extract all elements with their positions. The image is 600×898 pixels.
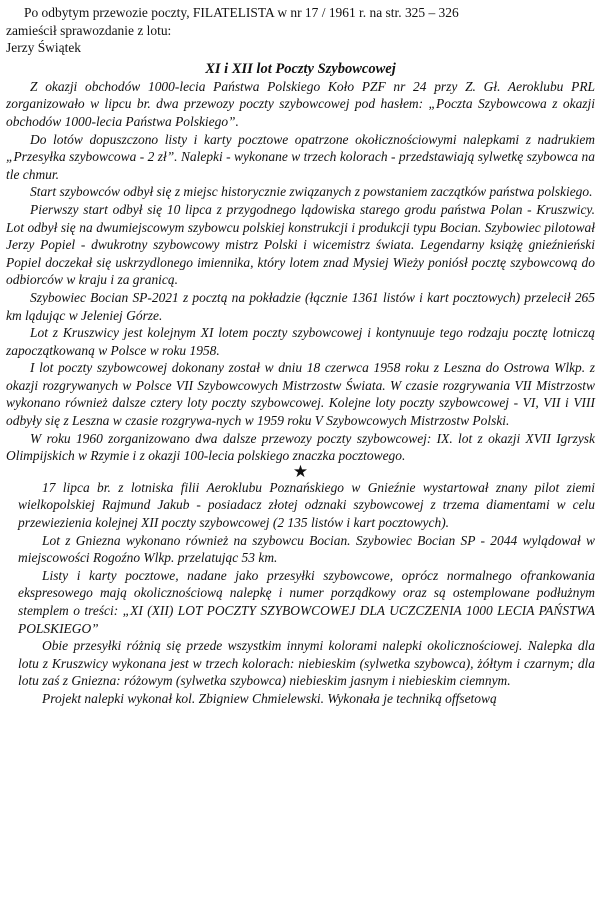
paragraph: Z okazji obchodów 1000-lecia Państwa Polskiego Koło PZF nr 24 przy Z. Gł. Aeroklubu PRL zorganizowało w lipcu br. dwa przewozy poczty szybowcowej pod hasłem: „Poczta Szybowcowa z okazji obchodów 1000-lecia Państwa Polskiego”. [6, 78, 595, 129]
paragraph: I lot poczty szybowcowej dokonany został w dniu 18 czerwca 1958 roku z Leszna do Ostrowa Wlkp. z okazji rozgrywanych w Polsce VII Szybowcowych Mistrzostw Świata. W czasie rozgrywania VII Mistrzostw wykonano również dalsze cztery loty poczty szybowcowej. Kolejne loty poczty szybowcowej - VI, VII i VIII odbyły się z Leszna w czasie rozgrywa-nych w 1959 roku V Szybowcowych Mistrzostw Polski. [6, 360, 595, 429]
paragraph: Obie przesyłki różnią się przede wszystkim innymi kolorami nalepki okolicznościowej. Nalepka dla lotu z Kruszwicy wykonana jest w trzech kolorach: niebieskim (sylwetka szybowca), żółtym i czarnym; dla lotu zaś z Gniezna: różowym (sylwetka szybowca) niebieskim jasnym i niebieskim ciemnym. [18, 638, 595, 689]
intro-line-2: zamieścił sprawozdanie z lotu: [6, 22, 172, 38]
paragraph: Listy i karty pocztowe, nadane jako przesyłki szybowcowe, oprócz normalnego ofrankowania ekspresowego mają okolicznościową nalepkę i numer porządkowy oraz są ostemplowane podłużnym stemplem o treści: „XI (XII) LOT POCZTY SZYBOWCOWEJ DLA UCZCZENIA 1000 LECIA PAŃSTWA POLSKIEGO” [18, 567, 595, 636]
paragraph: 17 lipca br. z lotniska filii Aeroklubu Poznańskiego w Gnieźnie wystartował znany pilot ziemi wielkopolskiej Rajmund Jakub - posiadacz złotej odznaki szybowcowej z trzema diamentami w celu przewiezienia kolejnej XII poczty szybowcowej (2 135 listów i kart pocztowych). [18, 479, 595, 531]
intro-line: Po odbytym przewozie poczty, FILATELISTA w nr 17 / 1961 r. na str. 325 – 326 [24, 5, 459, 20]
second-section [6, 479, 595, 708]
paragraph: Szybowiec Bocian SP-2021 z pocztą na pokładzie (łącznie 1361 listów i kart pocztowych) przelecił 265 km lądując w Jeleniej Górze. [6, 289, 595, 323]
paragraph: W roku 1960 zorganizowano dwa dalsze przewozy poczty szybowcowej: IX. lot z okazji XVII Igrzysk Olimpijskich w Rzymie i z okazji 100-lecia polskiego znaczka pocztowego. [6, 430, 595, 464]
article-title: XI i XII lot Poczty Szybowcowej [205, 60, 396, 77]
paragraph: Projekt nalepki wykonał kol. Zbigniew Chmielewski. Wykonała je techniką offsetową [42, 690, 497, 706]
paragraph: Do lotów dopuszczono listy i karty pocztowe opatrzone okołicznościowymi nalepkami z nadrukiem „Przesyłka szybowcowa - 2 zł”. Nalepki - wykonane w trzech kolorach - przedstawiają sylwetkę szybowca na tle chmur. [6, 131, 595, 182]
paragraph: Lot z Gniezna wykonano również na szybowcu Bocian. Szybowiec Bocian SP - 2044 wylądował w miejscowości Rogoźno Wlkp. przelatując 53 km. [18, 532, 595, 566]
author-name: Jerzy Świątek [6, 40, 82, 56]
star-separator: ★ [292, 461, 309, 481]
paragraph: Lot z Kruszwicy jest kolejnym XI lotem poczty szybowcowej i kontynuuje tego rodzaju pocztę lotniczą zapoczątkowaną w Polsce w roku 1958. [6, 325, 595, 358]
paragraph: Pierwszy start odbył się 10 lipca z przygodnego lądowiska starego grodu państwa Polan - Kruszwicy. Lot odbył się na dwumiejscowym szybowcu polskiej konstrukcji i produkcji typu Bocian. Szybowiec pilotował Jerzy Popiel - dwukrotny szybowcowy mistrz Polski i wicemistrz świata. Legendarny książę gnieźnieński Popiel doczekał się uskrzydlonego imiennika, który lotem znad Mysiej Wieży poniósł pocztę szybowcową do odbiorców w kraju i za granicą. [6, 201, 595, 288]
paragraph: Start szybowców odbył się z miejsc historycznie związanych z powstaniem zaczątków państwa polskiego. [30, 184, 593, 200]
